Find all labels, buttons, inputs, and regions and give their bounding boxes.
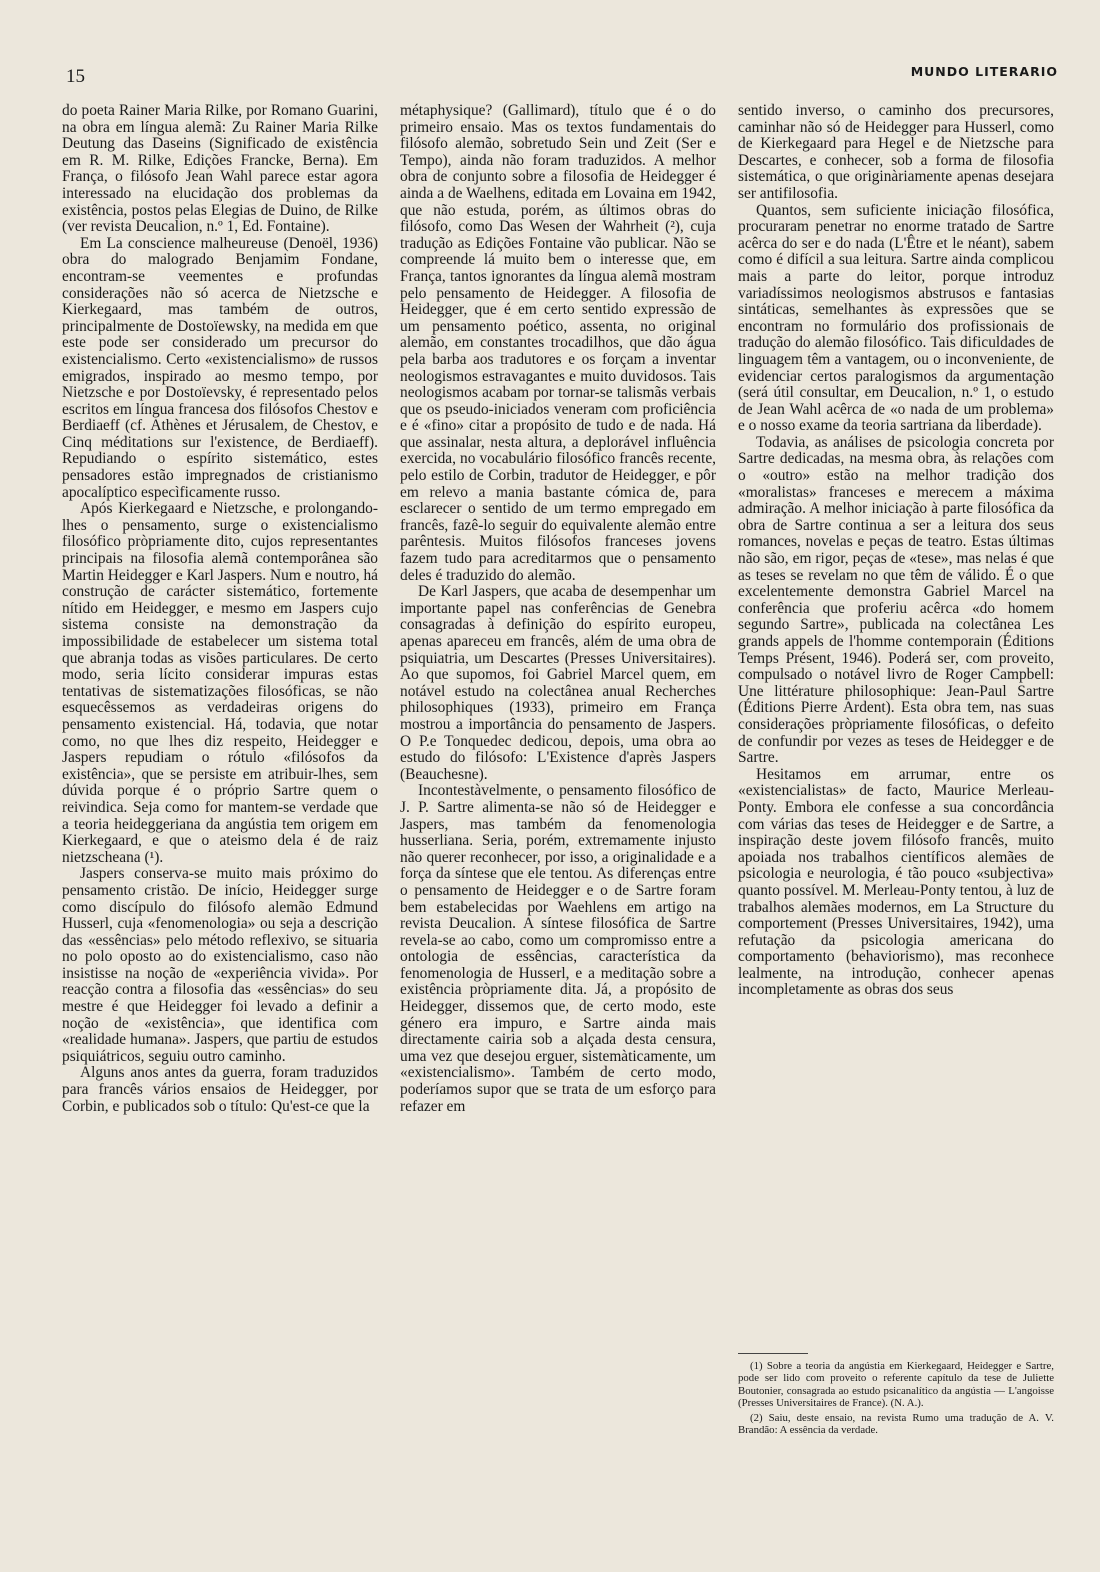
paragraph: Quantos, sem suficiente iniciação filosófica, procuraram penetrar no enorme tratado de Sartre acêrca do ser e do nada (L'Être et le néant), sabem como é difícil a sua leitura. Sartre ainda complicou mais a parte do leitor, porque introduz variadíssimos neologismos abstrusos e fantasias sintáticas, semelhantes às expressões que se encontram no formulário dos profissionais de tradução do alemão filosófico. Tais dificuldades de linguagem têm a vantagem, ou o inconveniente, de evidenciar certos paralogismos da argumentação (será útil consultar, em Deucalion, n.º 1, o estudo de Jean Wahl acêrca de «o nada de um problema» e o nosso exame da teoria sartriana da liberdade). [738, 201, 1054, 435]
text-column-3 [738, 103, 1054, 999]
paragraph: Incontestàvelmente, o pensamento filosófico de J. P. Sartre alimenta-se não só de Heidegger e Jaspers, mas também da fenomenologia husserliana. Seria, porém, extremamente injusto não querer reconhecer, por isso, a originalidade e a força da síntese que ele tentou. As diferenças entre o pensamento de Heidegger e o de Sartre foram bem estabelecidas por Waehlens em artigo na revista Deucalion. A síntese filosófica de Sartre revela-se ao cabo, como um compromisso entre a ontologia de essências, característica da fenomenologia de Husserl, e a meditação sobre a existência pròpriamente dita. Já, a propósito de Heidegger, dissemos que, de certo modo, este género era impuro, e Sartre ainda mais directamente cairia sob a alçada desta censura, uma vez que desejou erguer, sistemàticamente, um «existencialismo». Também de certo modo, poderíamos supor que se trata de um esforço para refazer em [400, 782, 716, 1115]
footnote-1: (1) Sobre a teoria da angústia em Kierkegaard, Heidegger e Sartre, pode ser lido com proveito o referente capítulo da tese de Juliette Boutonier, consagrada ao estudo psicanalítico da angústia — L'angoisse (Presses Universitaires de France). (N. A.). [738, 1360, 1054, 1410]
publication-name: MUNDO LITERARIO [910, 64, 1058, 79]
paragraph: Todavia, as análises de psicologia concreta por Sartre dedicadas, na mesma obra, às relações com o «outro» estão na melhor tradição dos «moralistas» franceses e merecem a máxima admiração. A melhor iniciação à parte filosófica da obra de Sartre continua a ser a leitura dos seus romances, novelas e peças de teatro. Estas últimas não são, em rigor, peças de «tese», mas nelas é que as teses se revelam no que têm de válido. É o que excelentemente demonstra Gabriel Marcel na conferência que proferiu acêrca «do homem segundo Sartre», publicada na colectânea Les grands appels de l'homme contemporain (Éditions Temps Présent, 1946). Poderá ser, com proveito, compulsado o notável livro de Roger Campbell: Une littérature philosophique: Jean-Paul Sartre (Éditions Pierre Ardent). Esta obra tem, nas suas considerações pròpriamente filosóficas, o defeito de confundir por vezes as teses de Heidegger e de Sartre. [738, 433, 1054, 767]
paragraph: do poeta Rainer Maria Rilke, por Romano Guarini, na obra em língua alemã: Zu Rainer Maria Rilke Deutung das Daseins (Significado de existência em R. M. Rilke, Edições Francke, Berna). Em França, o filósofo Jean Wahl parece estar agora interessado na elucidação dos problemas da existência, postos pelas Elegias de Duino, de Rilke (ver revista Deucalion, n.º 1, Ed. Fontaine). [62, 102, 378, 236]
page-number: 15 [66, 66, 85, 87]
paragraph: Jaspers conserva-se muito mais próximo do pensamento cristão. De início, Heidegger surge como discípulo do filósofo alemão Edmund Husserl, cuja «fenomenologia» ou seja a descrição das «essências» pelo método reflexivo, se situaria no polo oposto ao do existencialismo, caso não insistisse na noção de «experiência vivida». Por reacção contra a filosofia das «essências» do seu mestre é que Heidegger foi levado a definir a noção de «existência», que identifica com «realidade humana». Jaspers, que partiu de estudos psiquiátricos, seguiu outro caminho. [62, 865, 378, 1065]
paragraph: sentido inverso, o caminho dos precursores, caminhar não só de Heidegger para Husserl, como de Kierkegaard para Hegel e de Nietzsche para Descartes, e conhecer, sob a forma de filosofia sistemática, o que originàriamente apenas desejara ser antifilosofia. [738, 102, 1054, 202]
paragraph: Hesitamos em arrumar, entre os «existencialistas» de facto, Maurice Merleau-Ponty. Embora ele confesse a sua concordância com várias das teses de Heidegger e de Sartre, a inspiração deste jovem filósofo francês, muito apoiada nos trabalhos científicos alemães de psicologia e neurologia, é tão pouco «subjectiva» quanto possível. M. Merleau-Ponty tentou, à luz de trabalhos alemães modernos, em La Structure du comportement (Presses Universitaires, 1942), uma refutação da psicologia americana do comportamento (behaviorismo), mas reconhece lealmente, na introdução, conhecer apenas incompletamente as obras dos seus [738, 765, 1054, 999]
text-column-1 [62, 103, 378, 1115]
paragraph: De Karl Jaspers, que acaba de desempenhar um importante papel nas conferências de Genebra consagradas à definição do espírito europeu, apenas apareceu em francês, além de uma obra de psiquiatria, um Descartes (Presses Universitaires). Ao que supomos, foi Gabriel Marcel quem, em notável estudo na colectânea anual Recherches philosophiques (1933), primeiro em França mostrou a importância do pensamento de Jaspers. O P.e Tonquedec dedicou, depois, uma obra ao estudo do filósofo: L'Existence d'après Jaspers (Beauchesne). [400, 583, 716, 783]
paragraph: Após Kierkegaard e Nietzsche, e prolongando-lhes o pensamento, surge o existencialismo filosófico pròpriamente dito, cujos representantes principais na filosofia alemã contemporânea são Martin Heidegger e Karl Jaspers. Num e noutro, há construção de carácter sistemático, fortemente nítido em Heidegger, e mesmo em Jaspers cujo sistema consiste na demonstração da impossibilidade de estabelecer um sistema total que abranja todas as visões particulares. De certo modo, seria lícito considerar impuras estas tentativas de sistematizações filosóficas, se não esquecêssemos as verdadeiras origens do pensamento existencial. Há, todavia, que notar como, no que lhes diz respeito, Heidegger e Jaspers repudiam o rótulo «filósofos da existência», que se persiste em atribuir-lhes, sem dúvida porque é o próprio Sartre quem o reivindica. Seja como for mantem-se verdade que a teoria heideggeriana da angústia tem origem em Kierkegaard, e que o ateismo dela é de raiz nietzscheana (¹). [62, 500, 378, 866]
footnote-rule [738, 1353, 808, 1354]
footnote-2: (2) Saiu, deste ensaio, na revista Rumo uma tradução de A. V. Brandão: A essência da verdade. [738, 1411, 1054, 1437]
text-column-2 [400, 103, 716, 1115]
paragraph: Alguns anos antes da guerra, foram traduzidos para francês vários ensaios de Heidegger, por Corbin, e publicados sob o título: Qu'est-ce que la [62, 1064, 378, 1115]
footnotes [738, 1353, 1054, 1438]
paragraph: métaphysique? (Gallimard), título que é o do primeiro ensaio. Mas os textos fundamentais do filósofo alemão, sobretudo Sein und Zeit (Ser e Tempo), ainda não foram traduzidos. A melhor obra de conjunto sobre a filosofia de Heidegger é ainda a de Waelhens, editada em Lovaina em 1942, que não estuda, porém, as últimos obras do filósofo, como Das Wesen der Wahrheit (²), cuja tradução as Edições Fontaine vão publicar. Não se compreende lá muito bem o interesse que, em França, tantos ignorantes da língua alemã mostram pelo pensamento de Heidegger. A filosofia de Heidegger, que é em certo sentido expressão de um pensamento poético, assenta, no original alemão, em constantes trocadilhos, que dão água pela barba aos tradutores e os forçam a inventar neologismos estravagantes e muito duvidosos. Tais neologismos acabam por tornar-se talismãs verbais que os pseudo-iniciados veneram com proficiência e é «fino» citar a propósito de tudo e de nada. Há que assinalar, nesta altura, a deplorável influência exercida, no vocabulário filosófico francês recente, pelo estilo de Corbin, tradutor de Heidegger, e pôr em relevo a mania bastante cómica de, para esclarecer o sentido de um termo empregado em francês, fazê-lo seguir do equivalente alemão entre parêntesis. Muitos filósofos franceses jovens fazem tudo para acreditarmos que o pensamento deles é traduzido do alemão. [400, 102, 716, 584]
paragraph: Em La conscience malheureuse (Denoël, 1936) obra do malogrado Benjamim Fondane, encontram-se veementes e profundas considerações não só acerca de Nietzsche e Kierkegaard, mas também de outros, principalmente de Dostoïewsky, na medida em que este pode ser considerado um precursor do existencialismo. Certo «existencialismo» de russos emigrados, inspirado ao mesmo tempo, por Nietzsche e por Dostoïevsky, é representado pelos escritos em língua francesa dos filósofos Chestov e Berdiaeff (cf. Athènes et Jérusalem, de Chestov, e Cinq méditations sur l'existence, de Berdiaeff). Repudiando o espírito sistemático, estes pensadores estão impregnados de cristianismo apocalíptico especìficamente russo. [62, 234, 378, 501]
